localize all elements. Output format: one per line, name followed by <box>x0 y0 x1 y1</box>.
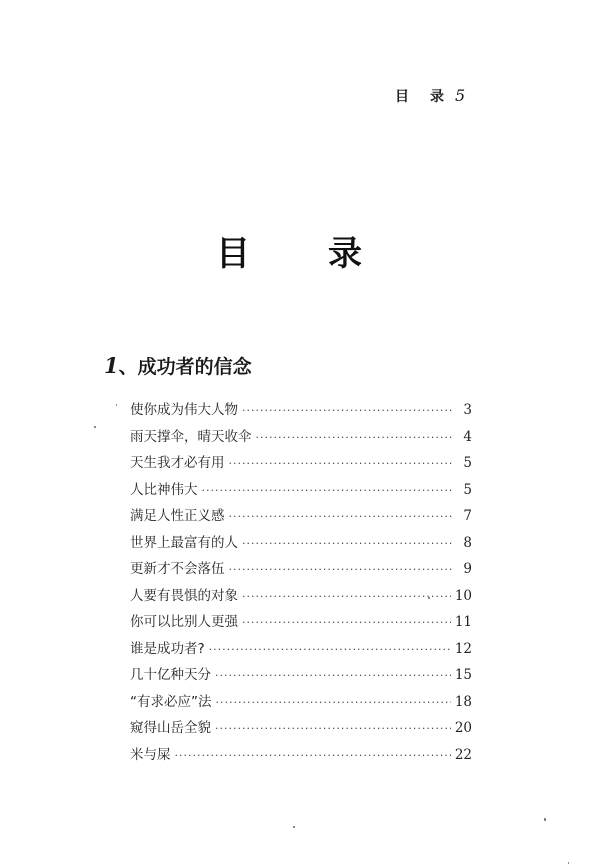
toc-entry-title: 使你成为伟大人物 <box>130 402 238 418</box>
scan-speck <box>544 818 546 821</box>
toc-entry-page: 9 <box>463 561 472 577</box>
toc-entry-page: 15 <box>454 667 472 683</box>
toc-entry-page: 10 <box>454 587 472 604</box>
page-title-char-2: 录 <box>328 234 362 274</box>
toc-entry-title: 人要有畏惧的对象 <box>130 587 238 604</box>
toc-entry-title: 雨天撑伞，晴天收伞 <box>130 428 252 445</box>
toc-entry[interactable] <box>130 557 472 584</box>
toc-entry[interactable] <box>130 610 472 637</box>
toc-entry-page: 8 <box>463 534 472 551</box>
toc-list <box>130 398 472 769</box>
toc-entry[interactable] <box>130 663 472 690</box>
toc-dot-leader <box>242 404 454 417</box>
toc-entry[interactable] <box>130 451 472 478</box>
toc-dot-leader <box>256 431 455 444</box>
toc-entry[interactable] <box>130 690 472 717</box>
toc-entry-title: 你可以比别人更强 <box>130 614 238 630</box>
toc-dot-leader <box>215 669 451 682</box>
running-header-word-1: 目 <box>395 89 410 105</box>
toc-entry-title: 世界上最富有的人 <box>130 534 238 551</box>
page-title-char-1: 目 <box>216 234 250 274</box>
section-separator: 、 <box>118 356 138 378</box>
toc-entry[interactable] <box>130 504 472 531</box>
scan-speck <box>568 862 569 864</box>
toc-entry-title: 人比神伟大 <box>130 481 198 498</box>
toc-entry-page: 4 <box>463 428 472 445</box>
toc-dot-leader <box>175 749 451 762</box>
toc-dot-leader <box>229 563 455 576</box>
toc-entry-title: 谁是成功者? <box>130 640 205 657</box>
toc-entry-title: 满足人性正义感 <box>130 508 225 524</box>
scan-speck <box>428 597 430 599</box>
toc-entry-page: 12 <box>454 640 472 657</box>
scan-speck <box>94 426 96 428</box>
toc-entry-title: “有求必应”法 <box>130 693 212 710</box>
scan-speck <box>293 826 295 828</box>
toc-entry-page: 5 <box>463 481 472 498</box>
toc-entry-page: 7 <box>463 508 472 524</box>
toc-entry[interactable] <box>130 637 472 664</box>
toc-entry-page: 20 <box>454 720 472 736</box>
toc-dot-leader <box>229 457 455 470</box>
section-title: 成功者的信念 <box>137 356 252 378</box>
section-heading <box>104 352 252 379</box>
toc-entry-page: 5 <box>463 455 472 471</box>
toc-entry-title: 窥得山岳全貌 <box>130 720 211 736</box>
toc-entry-title: 天生我才必有用 <box>130 455 225 471</box>
toc-entry[interactable] <box>130 531 472 558</box>
toc-entry[interactable] <box>130 478 472 505</box>
section-number: 1 <box>104 353 119 378</box>
toc-dot-leader <box>242 590 451 603</box>
running-header-page-number: 5 <box>455 86 467 105</box>
scan-speck <box>116 404 117 406</box>
running-header <box>395 86 466 106</box>
toc-entry[interactable] <box>130 584 472 611</box>
toc-entry-page: 18 <box>454 693 472 710</box>
toc-entry[interactable] <box>130 425 472 452</box>
toc-entry-title: 更新才不会落伍 <box>130 561 225 577</box>
toc-dot-leader <box>216 696 451 709</box>
toc-dot-leader <box>215 722 451 735</box>
toc-dot-leader <box>242 616 451 629</box>
toc-dot-leader <box>242 537 454 550</box>
running-header-word-2: 录 <box>430 89 445 105</box>
toc-entry-title: 米与屎 <box>130 746 171 763</box>
toc-dot-leader <box>202 484 455 497</box>
toc-entry[interactable] <box>130 716 472 743</box>
toc-dot-leader <box>229 510 455 523</box>
toc-entry-title: 几十亿种天分 <box>130 667 211 683</box>
toc-entry-page: 11 <box>454 614 472 630</box>
toc-dot-leader <box>209 643 451 656</box>
toc-entry-page: 22 <box>454 746 472 763</box>
toc-entry[interactable] <box>130 743 472 770</box>
toc-entry-page: 3 <box>463 402 472 418</box>
toc-entry[interactable] <box>130 398 472 425</box>
